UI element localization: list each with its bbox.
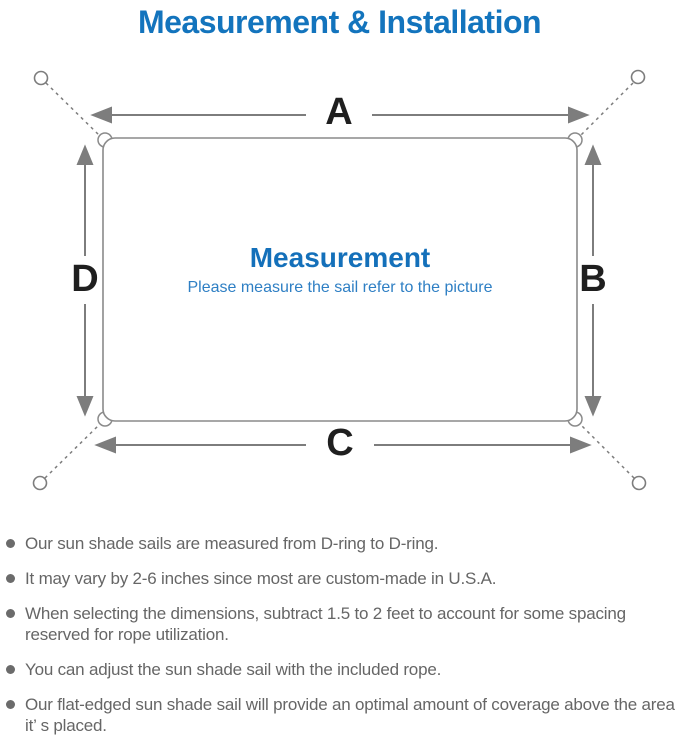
arrow-a-right-head <box>569 108 587 122</box>
arrow-d-bottom-head <box>78 397 92 414</box>
dimension-label-d: D <box>71 258 99 300</box>
dimension-label-b: B <box>579 258 607 300</box>
instruction-item: It may vary by 2-6 inches since most are custom-made in U.S.A. <box>25 568 677 589</box>
arrow-d-top-head <box>78 147 92 164</box>
arrow-a-left-head <box>93 108 111 122</box>
anchor-point-bottom-left <box>34 477 47 490</box>
measurement-subtitle: Please measure the sail refer to the picture <box>187 279 493 296</box>
measurement-heading: Measurement <box>249 242 431 273</box>
anchor-point-top-right <box>632 71 645 84</box>
sail-center-text <box>103 242 577 297</box>
instruction-item: Our flat-edged sun shade sail will provide an optimal amount of coverage above the area it’ s placed. <box>25 694 677 736</box>
anchor-point-bottom-right <box>633 477 646 490</box>
instruction-item: You can adjust the sun shade sail with the included rope. <box>25 659 677 680</box>
dimension-label-a: A <box>325 91 353 133</box>
instruction-item: Our sun shade sails are measured from D-ring to D-ring. <box>25 533 677 554</box>
arrow-c-left-head <box>97 438 115 452</box>
arrow-c-right-head <box>571 438 589 452</box>
arrow-b-top-head <box>586 147 600 164</box>
anchor-point-top-left <box>35 72 48 85</box>
page-title: Measurement & Installation <box>137 4 542 40</box>
dimension-label-c: C <box>326 422 354 464</box>
rope-line-top-left <box>46 83 101 137</box>
rope-line-top-right <box>579 83 633 137</box>
instructions-list <box>0 533 679 739</box>
rope-line-bottom-left <box>45 423 101 478</box>
rope-line-bottom-right <box>579 423 634 478</box>
arrow-b-bottom-head <box>586 397 600 414</box>
instruction-item: When selecting the dimensions, subtract 1.5 to 2 feet to account for some spacing reserved for rope utilization. <box>25 603 677 645</box>
